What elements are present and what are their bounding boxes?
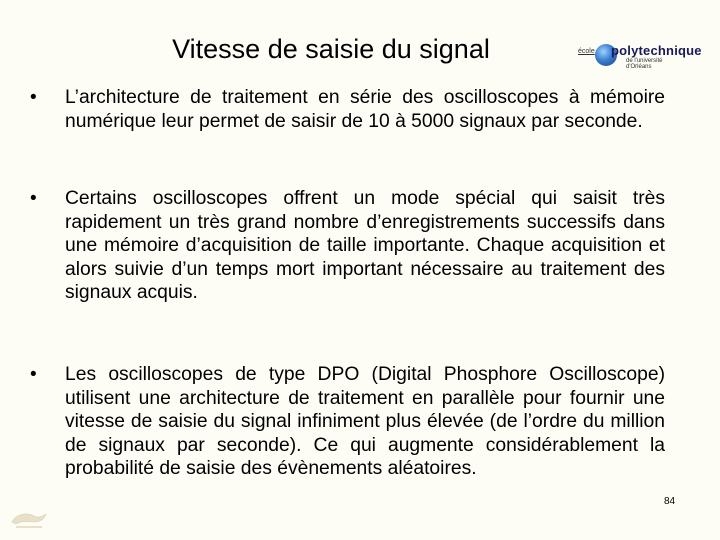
bullet-item	[30, 363, 665, 481]
bullet-item	[30, 86, 665, 133]
bullet-marker: •	[30, 87, 37, 108]
bullet-marker: •	[30, 188, 37, 209]
logo-subtitle: de l'université d'Orléans	[626, 58, 663, 70]
bullet-marker: •	[30, 364, 37, 385]
footer-logo-icon	[8, 508, 50, 532]
bullet-text: Certains oscilloscopes offrent un mode spécial qui saisit très rapidement un très grand nombre d’enregistrements successifs dans une mémoire d’acquisition de taille importante. Chaque acquisition et alors suivie d’un temps mort important nécessaire au traitement des signaux acquis.	[65, 188, 665, 303]
bullet-text: Les oscilloscopes de type DPO (Digital Phosphore Oscilloscope) utilisent une architecture de traitement en parallèle pour fournir une vitesse de saisie du signal infiniment plus élevée (de l’ordre du million de signaux par seconde). Ce qui augmente considérablement la probabilité de saisie des évènements aléatoires.	[65, 364, 665, 479]
page-number: 84	[664, 496, 676, 507]
slide-title: Vitesse de saisie du signal	[172, 34, 490, 64]
bullet-item	[30, 187, 665, 305]
bullet-text: L’architecture de traitement en série des oscilloscopes à mémoire numérique leur permet de saisir de 10 à 5000 signaux par seconde.	[65, 87, 665, 132]
school-logo	[576, 42, 702, 72]
logo-ecole-text: école	[578, 48, 595, 55]
logo-name: polytechnique	[611, 43, 702, 58]
